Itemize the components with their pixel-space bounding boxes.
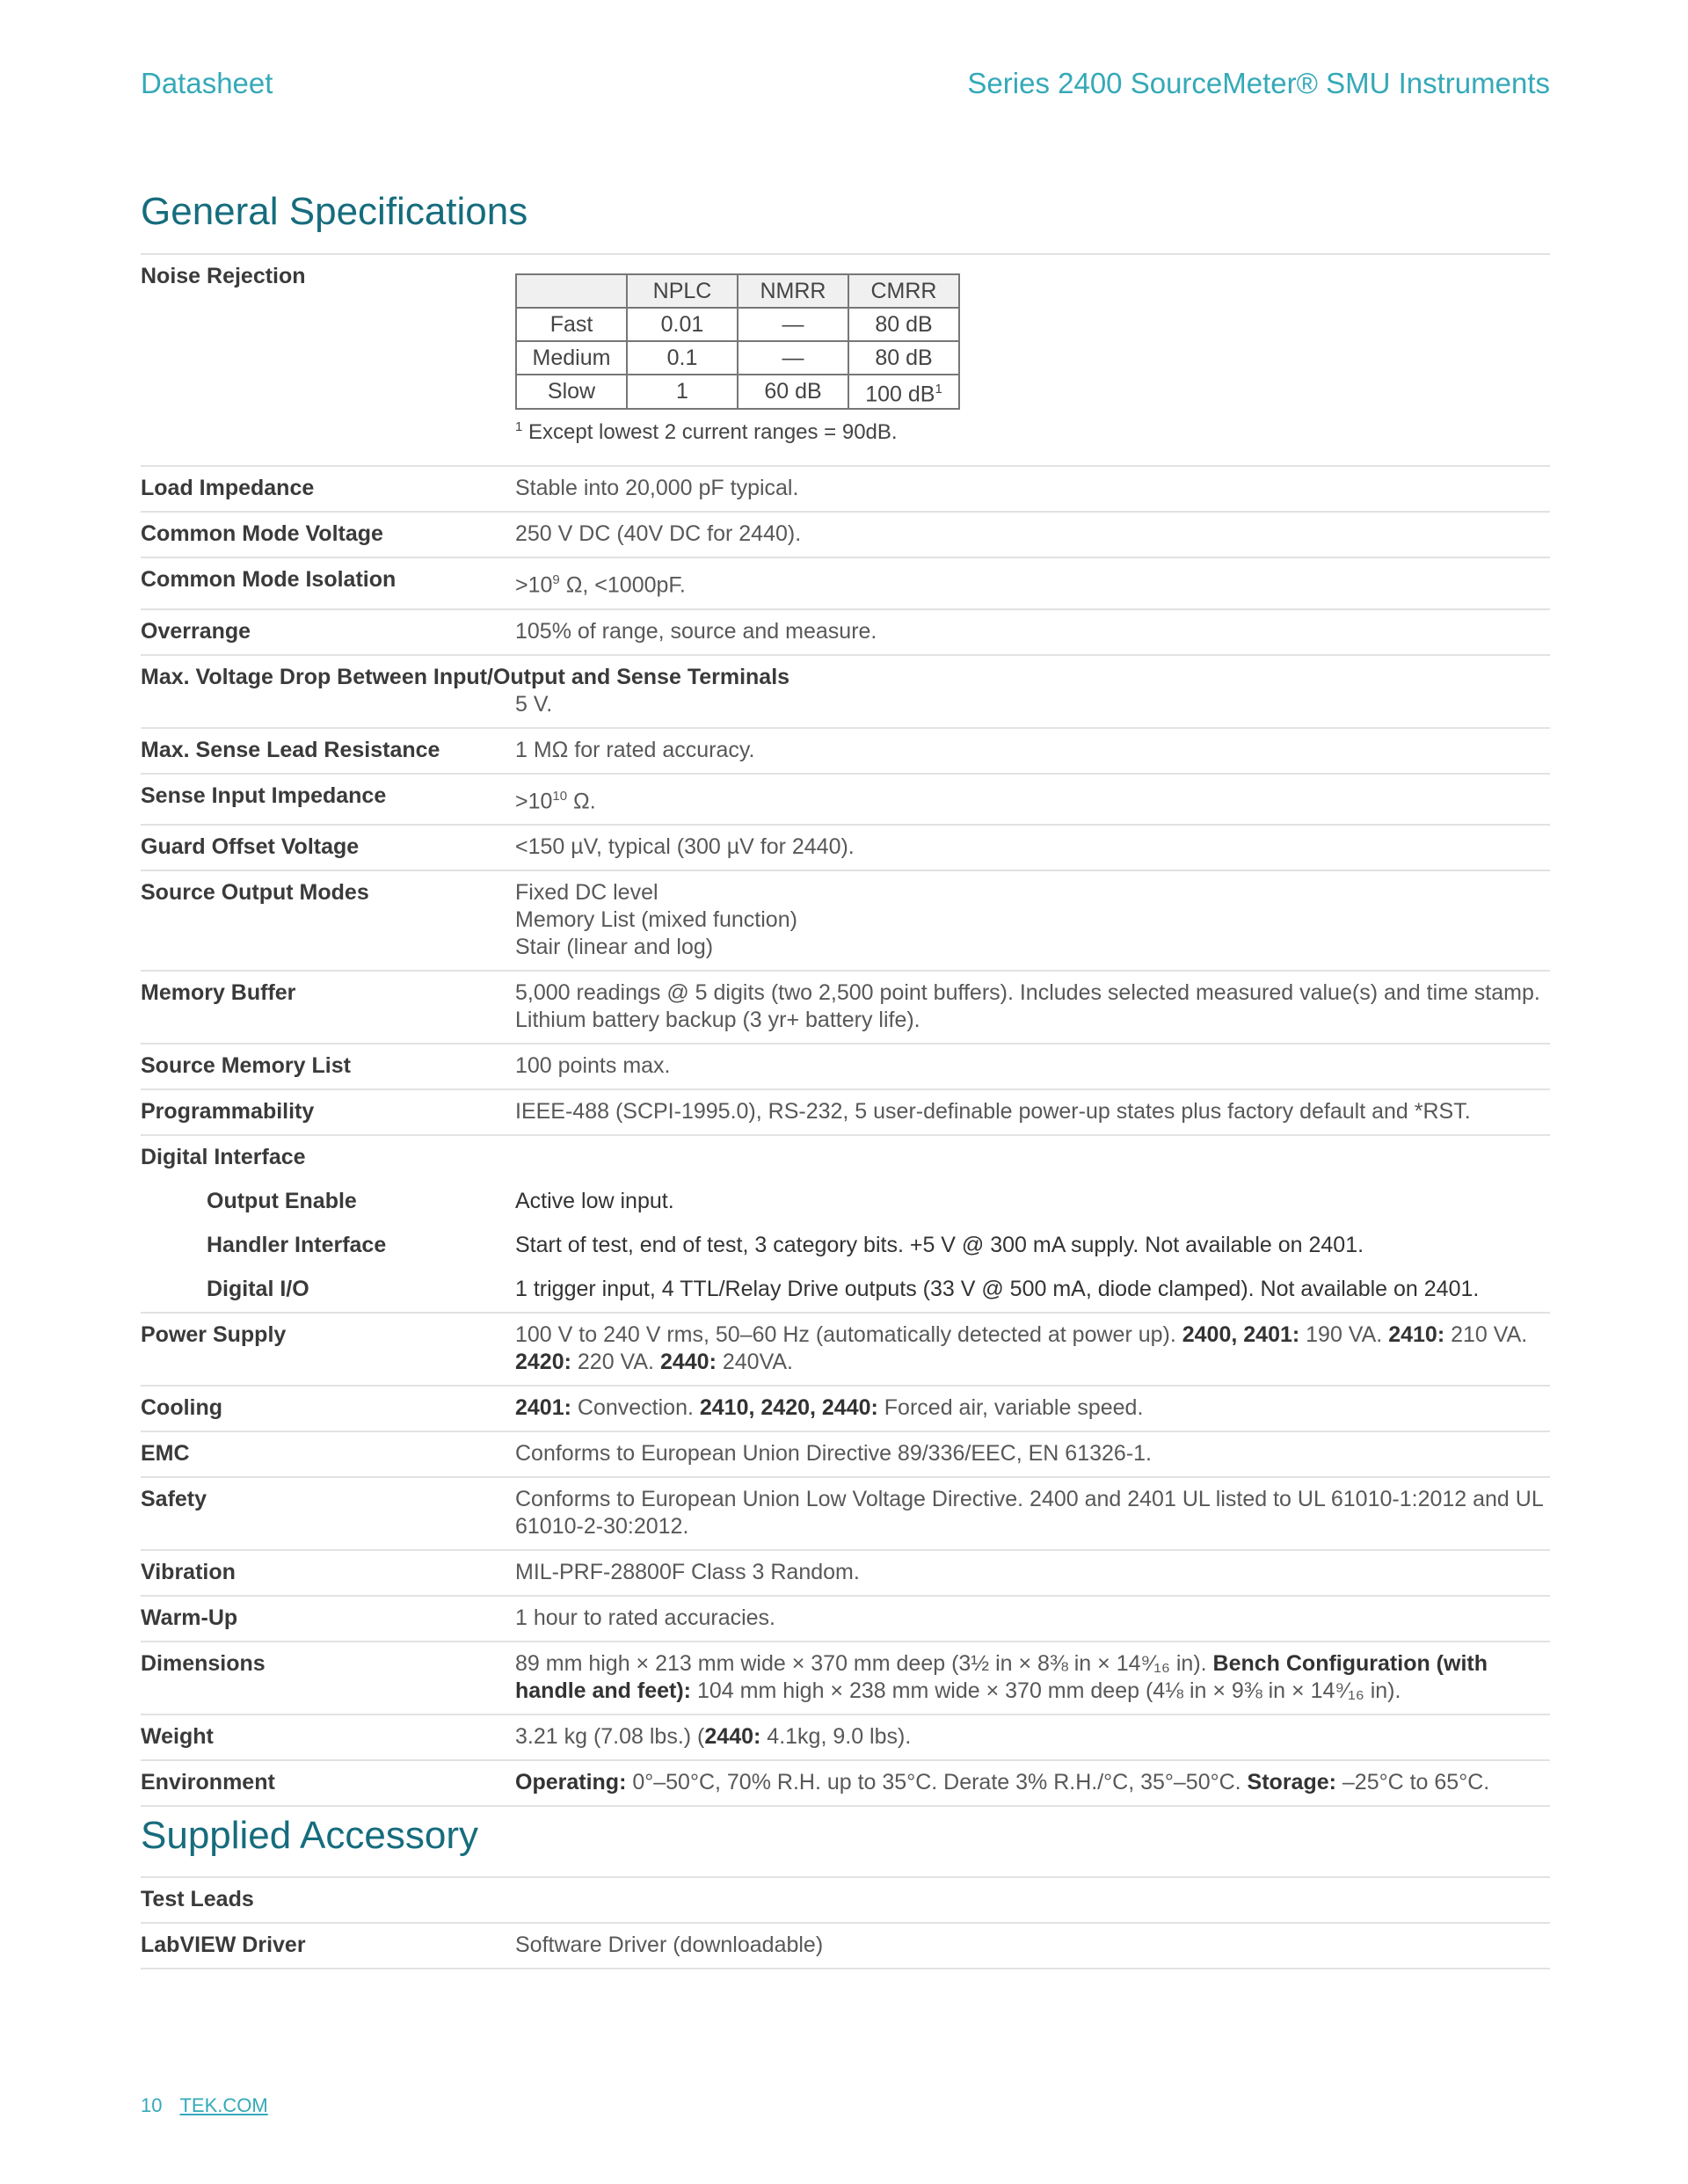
spec-value-text: 1 trigger input, 4 TTL/Relay Drive outputs (33 V @ 500 mA, diode clamped). Not available on 2401. — [515, 1276, 1480, 1301]
spec-label: Memory Buffer — [141, 979, 296, 1005]
spec-value-text: Ω, <1000pF. — [559, 572, 686, 598]
header-product-title: Series 2400 SourceMeter® SMU Instruments — [967, 67, 1550, 99]
spec-value — [515, 1394, 1550, 1422]
spec-value — [515, 1559, 1550, 1586]
spec-value-text: MIL-PRF-28800F Class 3 Random. — [515, 1559, 860, 1584]
table-cell: 80 dB — [848, 308, 959, 341]
spec-value — [515, 879, 1550, 961]
spec-label: Power Supply — [141, 1321, 287, 1347]
spec-value-text: 104 mm high × 238 mm wide × 370 mm deep (4⅛ in × 9⅜ in × 14⁹⁄₁₆ in). — [691, 1678, 1401, 1703]
spec-label: Guard Offset Voltage — [141, 834, 360, 859]
spec-label: Dimensions — [141, 1650, 266, 1676]
spec-value-text: 9 — [552, 572, 560, 588]
table-row — [516, 341, 959, 375]
table-row — [516, 375, 959, 409]
cmrr-value: 100 dB — [865, 382, 935, 407]
table-header-cell: CMRR — [848, 274, 959, 308]
divider — [141, 1805, 1550, 1807]
spec-value — [515, 566, 1550, 599]
spec-row — [141, 654, 1550, 727]
spec-label: EMC — [141, 1440, 190, 1466]
spec-value — [515, 521, 1550, 548]
spec-value — [515, 1605, 1550, 1632]
spec-row — [141, 870, 1550, 970]
spec-value-text: 1 hour to rated accuracies. — [515, 1605, 775, 1630]
spec-value — [515, 1188, 1550, 1215]
spec-label: Test Leads — [141, 1887, 254, 1911]
spec-value-text: Conforms to European Union Directive 89/336/EEC, EN 61326-1. — [515, 1440, 1152, 1466]
spec-value-text: Active low input. — [515, 1188, 674, 1213]
spec-value-text: 3.21 kg (7.08 lbs.) ( — [515, 1723, 705, 1749]
spec-value-text: Stable into 20,000 pF typical. — [515, 476, 799, 501]
spec-row — [141, 511, 1550, 557]
spec-value-text: 89 mm high × 213 mm wide × 370 mm deep (3½ in × 8⅜ in × 14⁹⁄₁₆ in). — [515, 1650, 1213, 1676]
accessory-rows — [141, 1876, 1550, 1968]
spec-value-text: Stair (linear and log) — [515, 934, 714, 959]
spec-value — [515, 737, 1550, 764]
spec-row — [141, 1312, 1550, 1385]
table-footnote — [515, 413, 1550, 446]
spec-row — [141, 1476, 1550, 1549]
spec-value-text: >10 — [515, 572, 553, 598]
footnote-text: Except lowest 2 current ranges = 90dB. — [528, 420, 898, 445]
spec-value-text: 250 V DC (40V DC for 2440). — [515, 521, 802, 547]
spec-label: Noise Rejection — [141, 264, 306, 288]
noise-table-wrap — [515, 263, 1550, 446]
spec-value — [515, 979, 1550, 1034]
spec-label: Max. Sense Lead Resistance — [141, 737, 440, 762]
spec-value-text: –25°C to 65°C. — [1335, 1769, 1490, 1795]
spec-row — [141, 1134, 1550, 1180]
spec-value — [515, 1486, 1550, 1540]
spec-label: Common Mode Voltage — [141, 521, 383, 547]
spec-label: Digital I/O — [207, 1276, 309, 1301]
table-cell: Fast — [516, 308, 627, 341]
spec-label: Source Memory List — [141, 1052, 351, 1078]
spec-value-text: 240VA. — [716, 1349, 794, 1374]
spec-row — [141, 1759, 1550, 1805]
spec-value-text: IEEE-488 (SCPI-1995.0), RS-232, 5 user-definable power-up states plus factory default and *RST. — [515, 1098, 1471, 1124]
spec-value-text: <150 µV, typical (300 µV for 2440). — [515, 834, 855, 859]
table-cell: 80 dB — [848, 341, 959, 375]
spec-value-text: 5 V. — [515, 691, 553, 717]
section-title-general: General Specifications — [141, 190, 528, 233]
footer — [141, 2094, 268, 2117]
table-cell: Slow — [516, 375, 627, 409]
spec-row — [141, 465, 1550, 511]
spec-value-text: 4.1kg, 9.0 lbs). — [760, 1723, 912, 1749]
table-header-cell: NPLC — [627, 274, 738, 308]
section-title-accessory: Supplied Accessory — [141, 1814, 478, 1857]
table-cell: 0.01 — [627, 308, 738, 341]
spec-value — [515, 618, 1550, 645]
spec-row — [141, 1876, 1550, 1922]
spec-row-noise-rejection — [141, 253, 1550, 465]
footnote-ref: 1 — [935, 382, 942, 397]
spec-value — [515, 1232, 1550, 1259]
spec-label: Handler Interface — [207, 1232, 387, 1257]
spec-value-bold: 2420: — [515, 1349, 571, 1374]
spec-value — [515, 1440, 1550, 1467]
spec-row — [141, 1088, 1550, 1134]
spec-row — [141, 970, 1550, 1043]
spec-row — [141, 1641, 1550, 1714]
spec-value — [515, 1723, 1550, 1751]
spec-value-bold: 2401: — [515, 1394, 571, 1420]
spec-value-text: Start of test, end of test, 3 category bits. +5 V @ 300 mA supply. Not available on 2401. — [515, 1232, 1364, 1257]
spec-value-text: Forced air, variable speed. — [877, 1394, 1144, 1420]
spec-row — [141, 608, 1550, 654]
spec-value — [515, 1886, 1550, 1913]
spec-row — [141, 1549, 1550, 1595]
spec-value-bold: 2440: — [704, 1723, 761, 1749]
spec-value — [515, 1932, 1550, 1959]
spec-row — [141, 1922, 1550, 1968]
spec-label: Max. Voltage Drop Between Input/Output and Sense Terminals — [141, 664, 790, 689]
spec-value-text: 1 MΩ for rated accuracy. — [515, 737, 755, 762]
spec-value — [515, 1321, 1550, 1376]
page-number: 10 — [141, 2094, 163, 2116]
spec-row — [141, 1385, 1550, 1431]
spec-value-text: 5,000 readings @ 5 digits (two 2,500 point buffers). Includes selected measured value(s) and time stamp. Lithium battery backup (3 yr+ battery life). — [515, 979, 1540, 1032]
table-cell: 1 — [627, 375, 738, 409]
spec-value — [515, 1276, 1550, 1303]
spec-value-text: Memory List (mixed function) — [515, 906, 797, 932]
spec-value — [515, 475, 1550, 502]
table-row — [516, 308, 959, 341]
table-cell — [848, 375, 959, 409]
spec-label: Source Output Modes — [141, 879, 369, 905]
spec-value — [515, 1052, 1550, 1080]
footnote-mark: 1 — [515, 419, 523, 435]
spec-value — [515, 1144, 1550, 1171]
spec-value — [515, 834, 1550, 861]
spec-row — [141, 1595, 1550, 1641]
table-cell: Medium — [516, 341, 627, 375]
spec-value-bold: Operating: — [515, 1769, 627, 1795]
spec-value — [515, 1769, 1550, 1796]
table-cell: — — [738, 308, 848, 341]
table-header-cell: NMRR — [738, 274, 848, 308]
spec-value-text: 100 points max. — [515, 1052, 671, 1078]
spec-value-text: 105% of range, source and measure. — [515, 618, 877, 644]
spec-label: Environment — [141, 1769, 275, 1795]
general-rows — [141, 465, 1550, 1805]
spec-value-bold: Bench Configuration (with handle and feet): — [515, 1650, 1488, 1703]
spec-row — [141, 727, 1550, 773]
tek-link[interactable]: TEK.COM — [179, 2094, 268, 2116]
table-header-cell — [516, 274, 627, 308]
spec-row — [141, 1714, 1550, 1759]
spec-row — [141, 773, 1550, 824]
spec-label: Load Impedance — [141, 476, 315, 501]
spec-value-bold: 2410: — [1388, 1321, 1445, 1347]
spec-row — [141, 1431, 1550, 1476]
spec-value-text: Software Driver (downloadable) — [515, 1933, 824, 1957]
spec-value-text: 190 VA. — [1299, 1321, 1389, 1347]
spec-label: Sense Input Impedance — [141, 783, 387, 808]
spec-row — [141, 824, 1550, 870]
divider — [141, 1968, 1550, 1969]
spec-value-text: Conforms to European Union Low Voltage Directive. 2400 and 2401 UL listed to UL 61010-1:2012 and UL 61010-2-30:2012. — [515, 1486, 1543, 1539]
table-cell: — — [738, 341, 848, 375]
spec-value-text: Ω. — [567, 788, 596, 813]
spec-value-bold: 2400, 2401: — [1182, 1321, 1300, 1347]
spec-value — [515, 1650, 1550, 1705]
general-spec-list — [141, 253, 1550, 1807]
spec-value-text: 0°–50°C, 70% R.H. up to 35°C. Derate 3% R.H./°C, 35°–50°C. — [626, 1769, 1248, 1795]
noise-rejection-table — [515, 273, 960, 410]
spec-label: LabVIEW Driver — [141, 1933, 306, 1957]
accessory-list — [141, 1876, 1550, 1969]
spec-label: Overrange — [141, 618, 251, 644]
spec-value-text: Fixed DC level — [515, 879, 658, 905]
spec-row — [141, 1043, 1550, 1088]
spec-row — [141, 1180, 1550, 1224]
spec-row — [141, 1268, 1550, 1312]
spec-row — [141, 557, 1550, 608]
spec-label: Common Mode Isolation — [141, 567, 397, 593]
spec-value — [141, 691, 1550, 718]
spec-value-text: 10 — [552, 788, 568, 804]
spec-value-bold: 2410, 2420, 2440: — [699, 1394, 878, 1420]
spec-label: Weight — [141, 1723, 214, 1749]
spec-value — [515, 1098, 1550, 1125]
spec-row — [141, 1224, 1550, 1268]
spec-label: Warm-Up — [141, 1605, 238, 1630]
table-cell: 0.1 — [627, 341, 738, 375]
spec-label: Vibration — [141, 1559, 236, 1584]
spec-label: Cooling — [141, 1394, 223, 1420]
spec-value-text: >10 — [515, 788, 553, 813]
spec-value-text: 100 V to 240 V rms, 50–60 Hz (automatically detected at power up). — [515, 1321, 1182, 1347]
table-header-row — [516, 274, 959, 308]
spec-label: Output Enable — [207, 1188, 357, 1213]
spec-value-text: 210 VA. — [1444, 1321, 1528, 1347]
spec-label: Safety — [141, 1486, 207, 1511]
spec-label: Digital Interface — [141, 1144, 306, 1169]
spec-value-text: Convection. — [571, 1394, 700, 1420]
spec-value-bold: 2440: — [659, 1349, 717, 1374]
spec-value-bold: Storage: — [1247, 1769, 1336, 1795]
spec-label: Programmability — [141, 1098, 315, 1124]
spec-value-text: 220 VA. — [571, 1349, 660, 1374]
table-cell: 60 dB — [738, 375, 848, 409]
header-datasheet: Datasheet — [141, 67, 273, 99]
spec-value — [515, 783, 1550, 815]
